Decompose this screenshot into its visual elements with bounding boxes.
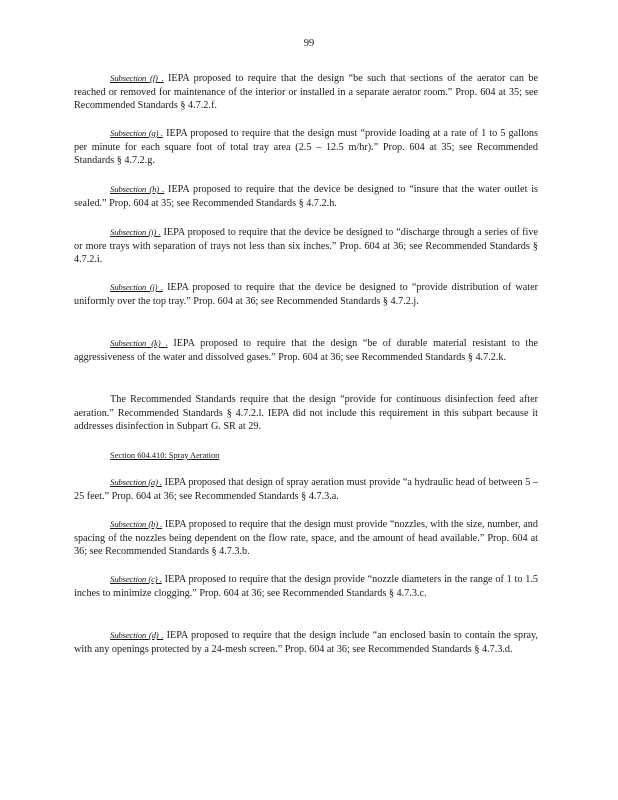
subsection-label: Subsection (k) . [110,338,168,348]
paragraph-text: IEPA proposed to require that the device be designed to “discharge through a series of five or more trays with separation of trays not less than six inches.” Prop. 604 at 36; see Recommended Standards § 4.7.2.i. [74,227,538,266]
paragraph-spray-d [74,629,538,656]
paragraph-subsection-j [74,281,538,308]
subsection-label: Subsection (b) . [110,519,163,529]
paragraph-text: IEPA proposed to require that the design “be of durable material resistant to the aggressiveness of the water and dissolved gases.” Prop. 604 at 36; see Recommended Standards § 4.7.2.k. [74,338,538,363]
paragraph-subsection-f [74,72,538,113]
paragraph-spray-a [74,476,538,503]
subsection-label: Subsection (a) . [110,477,162,487]
paragraph-text: IEPA proposed to require that the device be designed to “provide distribution of water uniformly over the top tray.” Prop. 604 at 36; see Recommended Standards § 4.7.2.j. [74,282,538,307]
paragraph-text: IEPA proposed to require that the design “be such that sections of the aerator can be reached or removed for maintenance of the interior or installed in a separate aerator room.” Prop. 604 at 35; see Recommended Standards § 4.7.2.f. [74,73,538,112]
paragraph-text: IEPA proposed to require that the design must “provide loading at a rate of 1 to 5 gallons per minute for each square foot of total tray area (2.5 – 12.5 m/hr).” Prop. 604 at 35; see Recommended Standards § 4.7.2.g. [74,128,538,167]
paragraph-text: IEPA proposed to require that the design must provide “nozzles, with the size, number, and spacing of the nozzles being dependent on the flow rate, space, and the amount of head available.” Prop. 604 at 36; see Recommended Standards § 4.7.3.b. [74,519,538,558]
paragraph-text: The Recommended Standards require that the design “provide for continuous disinfection feed after aeration.” Recommended Standards § 4.7.2.l. IEPA did not include this requirement in this subpart because it addresses disinfection in Subpart G. SR at 29. [74,394,538,433]
paragraph-subsection-k [74,337,538,364]
subsection-label: Subsection (j) . [110,282,163,292]
subsection-label: Subsection (g) . [110,128,163,138]
paragraph-disinfection [74,393,538,434]
section-heading: Section 604.410: Spray Aeration [110,451,220,460]
paragraph-text: IEPA proposed to require that the design include “an enclosed basin to contain the spray, with any openings protected by a 24-mesh screen.” Prop. 604 at 36; see Recommended Standards § 4.7.3.d. [74,630,538,655]
subsection-label: Subsection (f) . [110,73,164,83]
paragraph-text: IEPA proposed to require that the device be designed to “insure that the water outlet is sealed.” Prop. 604 at 35; see Recommended Standards § 4.7.2.h. [74,184,538,209]
subsection-label: Subsection (d) . [110,630,164,640]
paragraph-subsection-h [74,183,538,210]
paragraph-spray-b [74,518,538,559]
paragraph-text: IEPA proposed to require that the design provide “nozzle diameters in the range of 1 to 1.5 inches to minimize clogging.” Prop. 604 at 36; see Recommended Standards § 4.7.3.c. [74,574,538,599]
paragraph-text: IEPA proposed that design of spray aeration must provide “a hydraulic head of between 5 – 25 feet.” Prop. 604 at 36; see Recommended Standards § 4.7.3.a. [74,477,538,502]
paragraph-spray-c [74,573,538,600]
paragraph-subsection-g [74,127,538,168]
subsection-label: Subsection (i) . [110,227,161,237]
page-number: 99 [303,38,315,49]
subsection-label: Subsection (h) . [110,184,165,194]
paragraph-subsection-i [74,226,538,267]
subsection-label: Subsection (c) . [110,574,162,584]
